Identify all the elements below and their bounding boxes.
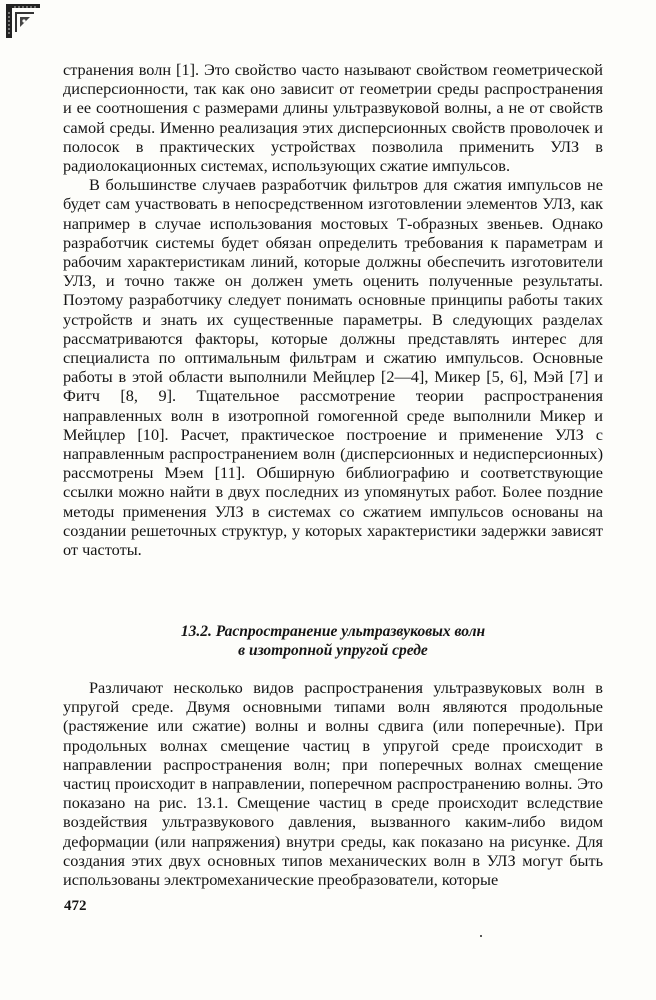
paragraph-wave-types: Различают несколько видов распространения ультразвуковых волн в упругой среде. Двумя основными типами волн являются продольные (растяжение или сжатие) волны и волны сдвига (или поперечные). При продольных волнах смещение частиц в упругой среде происходит в направлении распространения волн; при поперечных волнах смещение частиц происходит в направлении, поперечном распространению волны. Это показано на рис. 13.1. Смещение частиц в среде происходит вследствие воздействия ультразвукового давления, вызванного каким-либо видом деформации (или напряжения) внутри среды, как показано на рисунке. Для создания этих двух основных типов механических волн в УЛЗ могут быть использованы электромеханические преобразователи, которые	[63, 678, 603, 890]
body-text-bottom	[63, 678, 603, 889]
section-heading-line-1: 13.2. Распространение ультразвуковых волн	[180, 623, 486, 640]
paragraph-developers: В большинстве случаев разработчик фильтров для сжатия импульсов не будет сам участвовать в непосредственном изготовлении элементов УЛЗ, как например в случае использования мостовых Т-образных звеньев. Однако разработчик системы будет обязан определить требования к параметрам и рабочим характеристикам линий, которые должны обеспечить изготовители УЛЗ, и точно также он должен уметь оценить полученные результаты. Поэтому разработчику следует понимать основные принципы работы таких устройств и знать их существенные параметры. В следующих разделах рассматриваются факторы, которые должны представлять интерес для специалиста по оптимальным фильтрам и сжатию импульсов. Основные работы в этой области выполнили Мейцлер [2—4], Микер [5, 6], Мэй [7] и Фитч [8, 9]. Тщательное рассмотрение теории распространения направленных волн в изотропной гомогенной среде выполнили Микер и Мейцлер [10]. Расчет, практическое построение и применение УЛЗ с направленным распространением волн (дисперсионных и недисперсионных) рассмотрены Мэем [11]. Обширную библиографию и соответствующие ссылки можно найти в двух последних из упомянутых работ. Более поздние методы применения УЛЗ в системах со сжатием импульсов основаны на создании решеточных структур, у которых характеристики задержки зависят от частоты.	[63, 175, 603, 560]
scan-speck	[480, 935, 482, 937]
corner-ornament-icon	[6, 4, 42, 40]
section-heading	[63, 622, 603, 660]
page-number: 472	[64, 898, 87, 914]
paragraph-continuation: странения волн [1]. Это свойство часто называют свойством геометрической дисперсионности, так как оно зависит от геометрии среды распространения и ее соотношения с размерами длины ультразвуковой волны, а не от свойств самой среды. Именно реализация этих дисперсионных свойств проволочек и полосок в практических устройствах позволила применить УЛЗ в радиолокационных системах, использующих сжатие импульсов.	[63, 60, 603, 176]
body-text-top	[63, 60, 603, 559]
section-heading-line-2: в изотропной упругой среде	[238, 642, 428, 659]
